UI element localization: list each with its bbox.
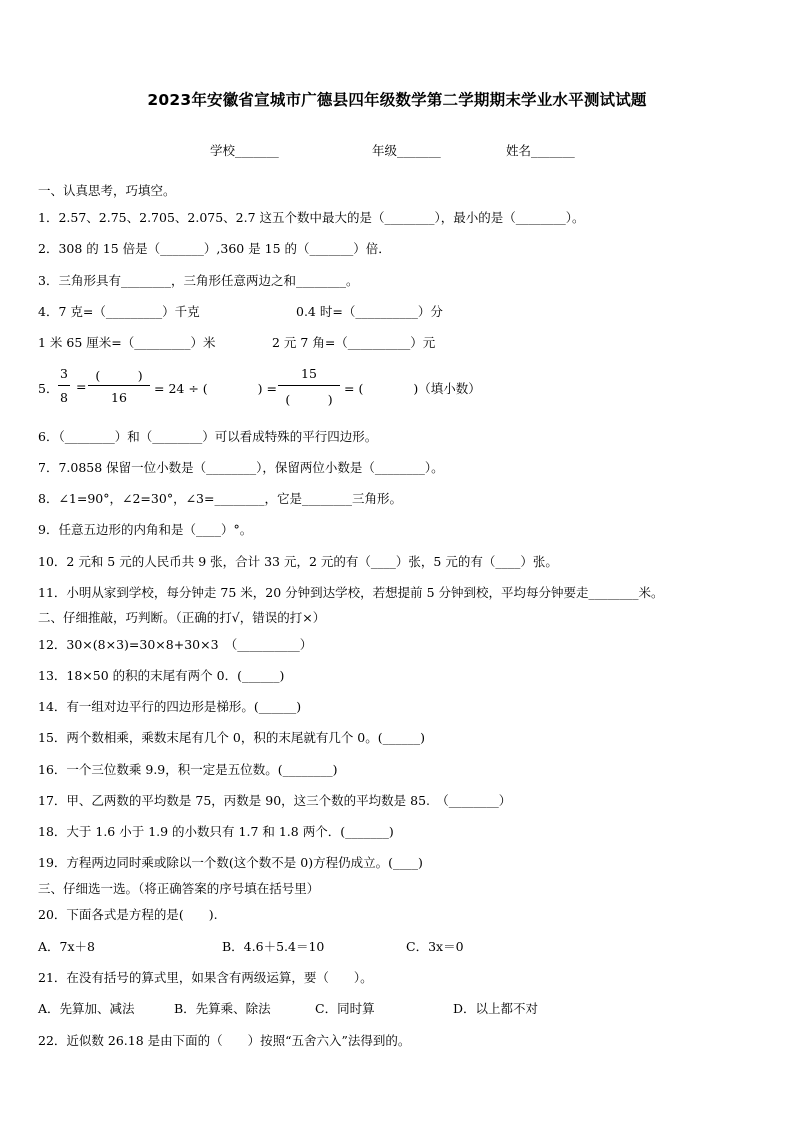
fraction-3-denominator: ( ) (285, 392, 333, 407)
question-11: 11．小明从家到学校，每分钟走 75 米，20 分钟到达学校，若想提前 5 分钟到校，平均每分钟要走________米。 (38, 585, 664, 600)
question-5-number: 5． (38, 381, 59, 396)
question-21-option-c: C．同时算 (315, 1001, 375, 1016)
question-1: 1．2.57、2.75、2.705、2.075、2.7 这五个数中最大的是（________），最小的是（________）。 (38, 210, 585, 225)
section-2-heading: 二、仔细推敲，巧判断。（正确的打√，错误的打×） (38, 610, 326, 625)
fraction-1-numerator: 3 (60, 366, 68, 381)
fraction-3-numerator: 15 (301, 366, 317, 381)
question-4c: 1 米 65 厘米=（_________）米 (38, 335, 216, 350)
question-18: 18．大于 1.6 小于 1.9 的小数只有 1.7 和 1.8 两个．(_______) (38, 824, 394, 839)
question-19: 19．方程两边同时乘或除以一个数(这个数不是 0)方程仍成立。(____) (38, 855, 423, 870)
fraction-1-denominator: 8 (60, 390, 68, 405)
question-21-option-a: A．先算加、减法 (38, 1001, 135, 1016)
question-16: 16．一个三位数乘 9.9，积一定是五位数。(________) (38, 762, 338, 777)
section-1-heading: 一、认真思考，巧填空。 (38, 183, 176, 198)
question-4a: 4．7 克=（_________）千克 (38, 304, 200, 319)
question-3: 3．三角形具有________，三角形任意两边之和________。 (38, 273, 359, 288)
school-field: 学校_______ (210, 143, 279, 158)
question-4d: 2 元 7 角=（__________）元 (272, 335, 436, 350)
question-21-option-d: D．以上都不对 (453, 1001, 539, 1016)
question-20-option-b: B．4.6＋5.4＝10 (222, 939, 325, 954)
question-15: 15．两个数相乘，乘数末尾有几个 0，积的末尾就有几个 0。(______) (38, 730, 426, 745)
equals-sign-1: = (76, 379, 87, 394)
fraction-2-denominator: 16 (111, 390, 127, 405)
question-4b: 0.4 时=（__________）分 (296, 304, 443, 319)
question-5-tail: = ( )（填小数） (344, 381, 481, 396)
question-10: 10．2 元和 5 元的人民币共 9 张，合计 33 元，2 元的有（____）张，5 元的有（____）张。 (38, 554, 558, 569)
section-3-heading: 三、仔细选一选。（将正确答案的序号填在括号里） (38, 881, 320, 896)
question-13: 13．18×50 的积的末尾有两个 0．(______) (38, 668, 285, 683)
question-21-option-b: B．先算乘、除法 (174, 1001, 271, 1016)
question-21: 21．在没有括号的算式里，如果含有两级运算，要（ ）。 (38, 970, 373, 985)
question-7: 7．7.0858 保留一位小数是（________），保留两位小数是（________）。 (38, 460, 444, 475)
question-9: 9．任意五边形的内角和是（____）°。 (38, 522, 253, 537)
question-20: 20．下面各式是方程的是( ). (38, 907, 218, 922)
question-2: 2．308 的 15 倍是（_______）,360 是 15 的（_______）倍． (38, 241, 391, 256)
question-6: 6．（________）和（________）可以看成特殊的平行四边形。 (38, 429, 378, 444)
question-20-option-c: C．3x＝0 (406, 939, 464, 954)
question-12: 12．30×(8×3)=30×8+30×3 （__________） (38, 637, 313, 652)
question-20-option-a: A．7x＋8 (38, 939, 95, 954)
grade-field: 年级_______ (372, 143, 441, 158)
fraction-2-numerator: ( ) (95, 368, 143, 383)
question-17: 17．甲、乙两数的平均数是 75，丙数是 90，这三个数的平均数是 85. （________） (38, 793, 512, 808)
fraction-2-bar (88, 385, 150, 386)
question-22: 22．近似数 26.18 是由下面的（ ）按照“五舍六入”法得到的。 (38, 1033, 411, 1048)
question-14: 14．有一组对边平行的四边形是梯形。(______) (38, 699, 302, 714)
page-title: 2023年安徽省宣城市广德县四年级数学第二学期期末学业水平测试试题 (147, 91, 647, 109)
fraction-3-bar (278, 385, 340, 386)
question-8: 8．∠1=90°，∠2=30°，∠3=________，它是________三角形。 (38, 491, 402, 506)
question-5-middle: = 24 ÷ ( ) = (154, 381, 277, 396)
fraction-1-bar (58, 385, 70, 386)
name-field: 姓名_______ (506, 143, 575, 158)
